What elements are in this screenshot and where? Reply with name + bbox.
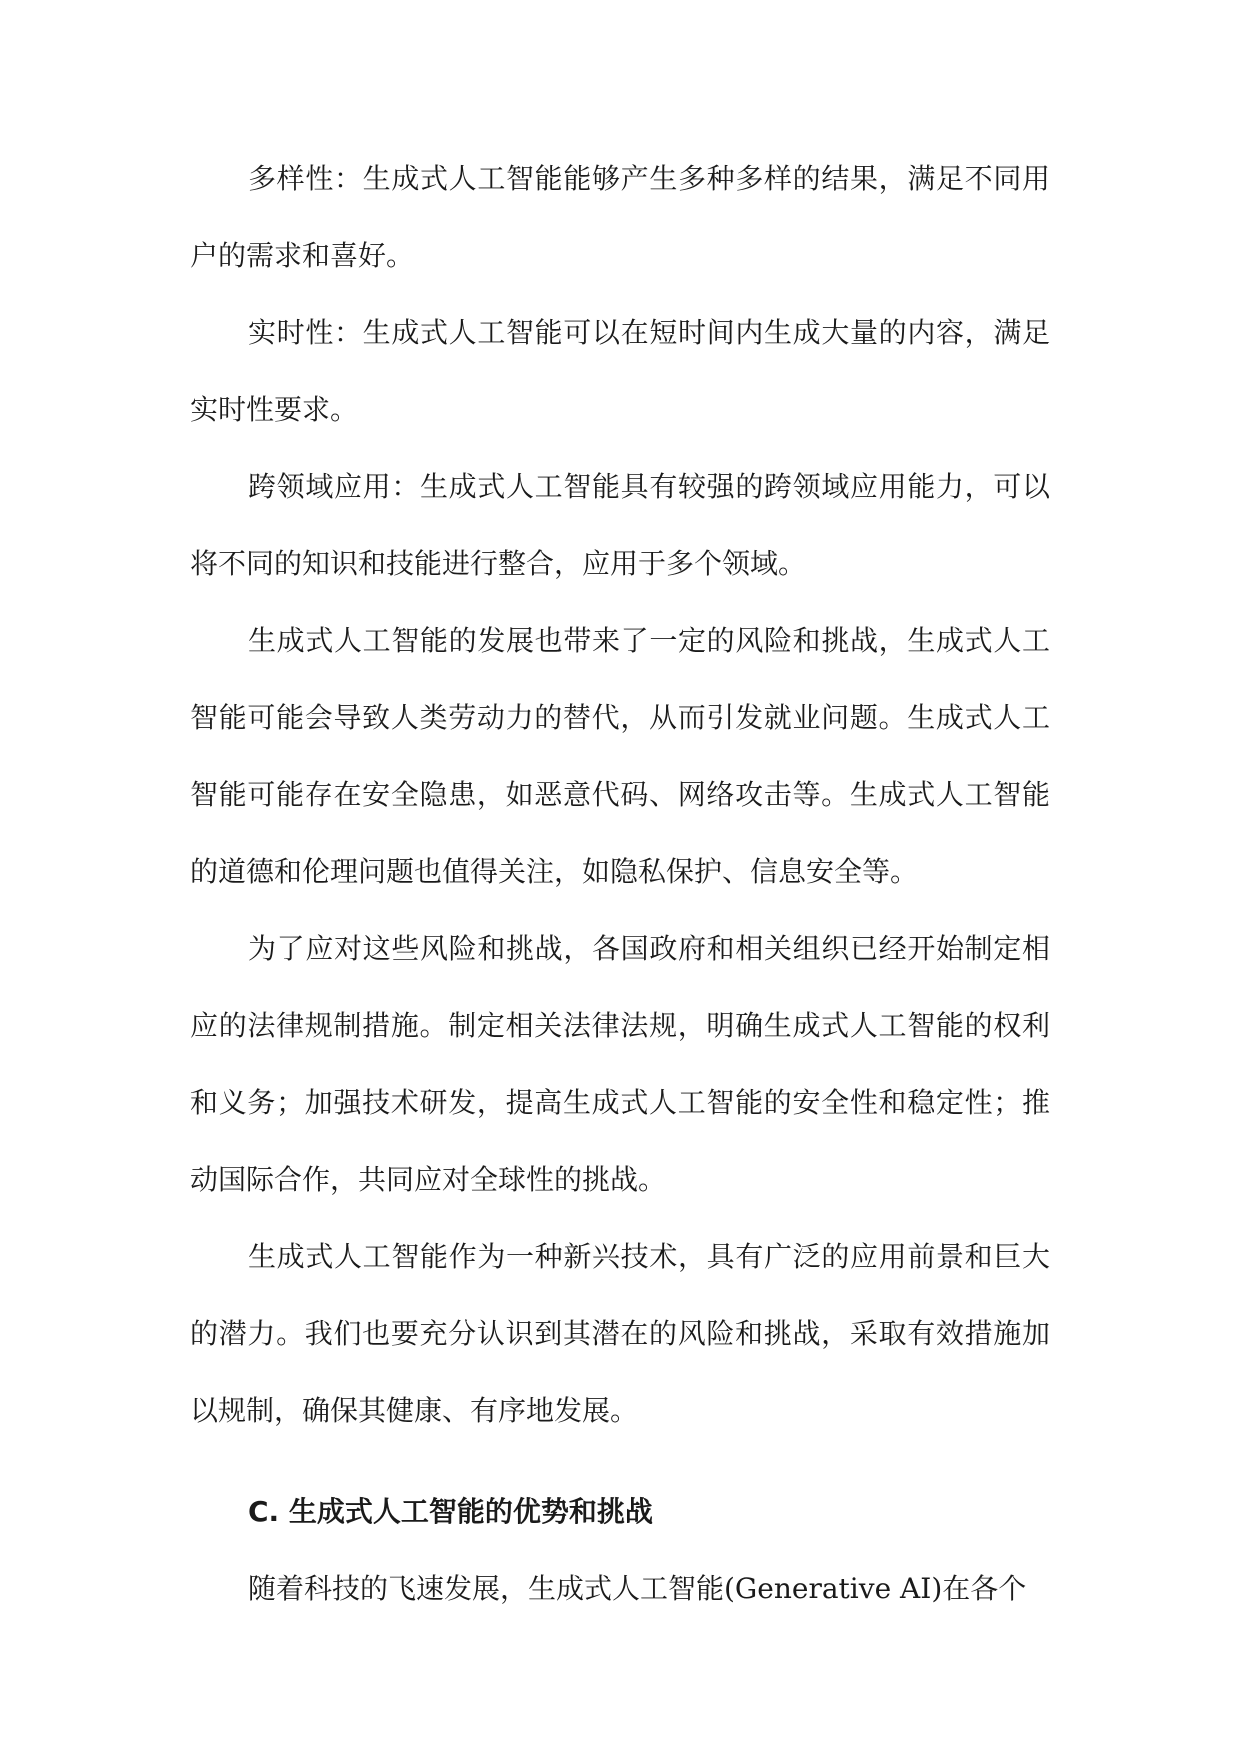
paragraph-conclusion: 生成式人工智能作为一种新兴技术，具有广泛的应用前景和巨大的潜力。我们也要充分认识到其潜在的风险和挑战，采取有效措施加以规制，确保其健康、有序地发展。 [190, 1240, 1050, 1427]
paragraph-regulation: 为了应对这些风险和挑战，各国政府和相关组织已经开始制定相应的法律规制措施。制定相关法律法规，明确生成式人工智能的权利和义务；加强技术研发，提高生成式人工智能的安全性和稳定性；推动国际合作，共同应对全球性的挑战。 [190, 932, 1050, 1196]
document-body [190, 140, 1050, 1627]
paragraph-diversity: 多样性：生成式人工智能能够产生多种多样的结果，满足不同用户的需求和喜好。 [190, 162, 1050, 272]
paragraph-realtime: 实时性：生成式人工智能可以在短时间内生成大量的内容，满足实时性要求。 [190, 316, 1050, 426]
paragraph-intro: 随着科技的飞速发展，生成式人工智能(Generative AI)在各个 [248, 1572, 1027, 1605]
paragraph-risks: 生成式人工智能的发展也带来了一定的风险和挑战，生成式人工智能可能会导致人类劳动力的替代，从而引发就业问题。生成式人工智能可能存在安全隐患，如恶意代码、网络攻击等。生成式人工智能的道德和伦理问题也值得关注，如隐私保护、信息安全等。 [190, 624, 1050, 888]
paragraph-cross-domain: 跨领域应用：生成式人工智能具有较强的跨领域应用能力，可以将不同的知识和技能进行整合，应用于多个领域。 [190, 470, 1050, 580]
section-heading: C. 生成式人工智能的优势和挑战 [248, 1495, 653, 1528]
